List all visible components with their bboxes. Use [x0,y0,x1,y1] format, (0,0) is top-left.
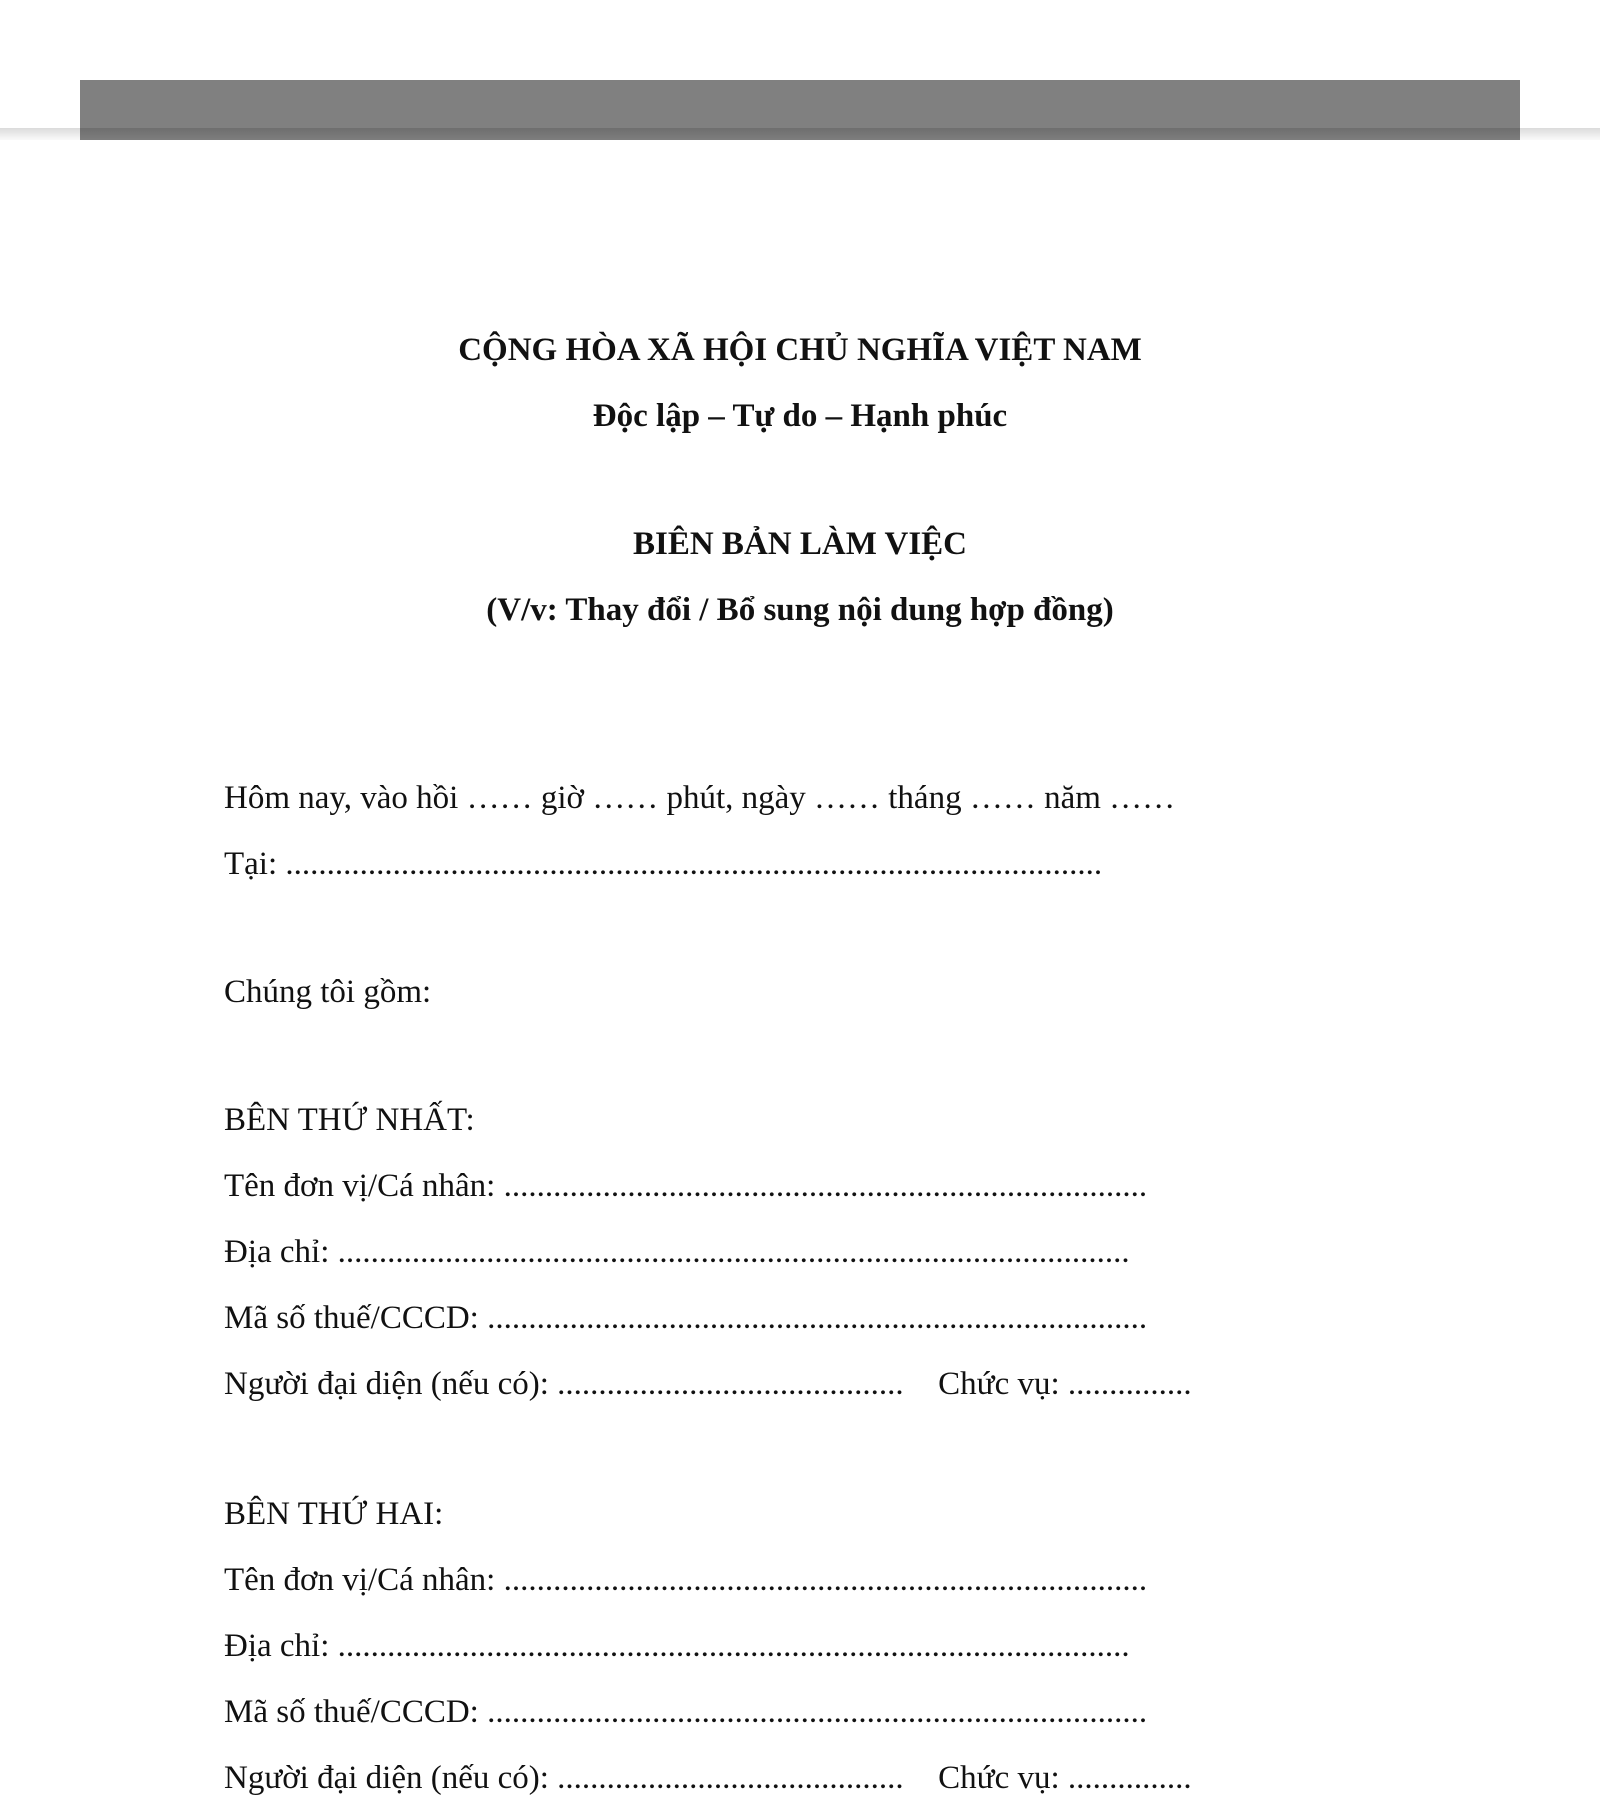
party-two-address-blank: ................................................................................................ [337,1628,1130,1664]
party-one-name-label: Tên đơn vị/Cá nhân: [224,1168,496,1204]
party-two-rep-label: Người đại diện (nếu có): [224,1760,549,1796]
party-one-address-line [224,1232,1130,1272]
party-two-address-label: Địa chỉ: [224,1628,330,1664]
party-one-rep-line [224,1364,1192,1404]
party-two-position-blank: ............... [1067,1760,1192,1796]
attendees-label: Chúng tôi gồm: [224,974,432,1010]
party-one-position-label: Chức vụ: [938,1366,1060,1402]
document-subtitle: (V/v: Thay đổi / Bổ sung nội dung hợp đồng) [486,592,1114,628]
party-two-name-label: Tên đơn vị/Cá nhân: [224,1562,496,1598]
document-title: BIÊN BẢN LÀM VIỆC [632,526,968,562]
time-line: Hôm nay, vào hồi …… giờ …… phút, ngày …… tháng …… năm …… [224,780,1176,816]
party-one-heading: BÊN THỨ NHẤT: [224,1102,475,1138]
party-two-address-line [224,1626,1130,1666]
party-two-name-blank: .............................................................................. [503,1562,1148,1598]
document-page [0,140,1600,1800]
party-two-heading: BÊN THỨ HAI: [224,1496,444,1532]
party-one-position-blank: ............... [1067,1366,1192,1402]
party-one-tax-line [224,1298,1147,1338]
party-two-tax-line [224,1692,1147,1732]
party-two-tax-blank: ................................................................................ [487,1694,1148,1730]
place-line [224,844,1102,884]
party-one-rep-blank: .......................................... [557,1366,904,1402]
party-one-address-label: Địa chỉ: [224,1234,330,1270]
party-two-rep-blank: .......................................... [557,1760,904,1796]
party-one-name-blank: .............................................................................. [503,1168,1148,1204]
party-two-rep-line [224,1758,1192,1798]
party-two-position-label: Chức vụ: [938,1760,1060,1796]
party-two-tax-label: Mã số thuế/CCCD: [224,1694,479,1730]
party-one-address-blank: ................................................................................................ [337,1234,1130,1270]
party-one-name-line [224,1166,1147,1206]
place-label: Tại: [224,846,278,882]
nation-heading: CỘNG HÒA XÃ HỘI CHỦ NGHĨA VIỆT NAM [458,332,1142,368]
party-one-tax-label: Mã số thuế/CCCD: [224,1300,479,1336]
motto-heading: Độc lập – Tự do – Hạnh phúc [592,398,1008,434]
party-one-rep-label: Người đại diện (nếu có): [224,1366,549,1402]
place-blank: ................................................................................................... [285,846,1103,882]
party-two-name-line [224,1560,1147,1600]
party-one-tax-blank: ................................................................................ [487,1300,1148,1336]
